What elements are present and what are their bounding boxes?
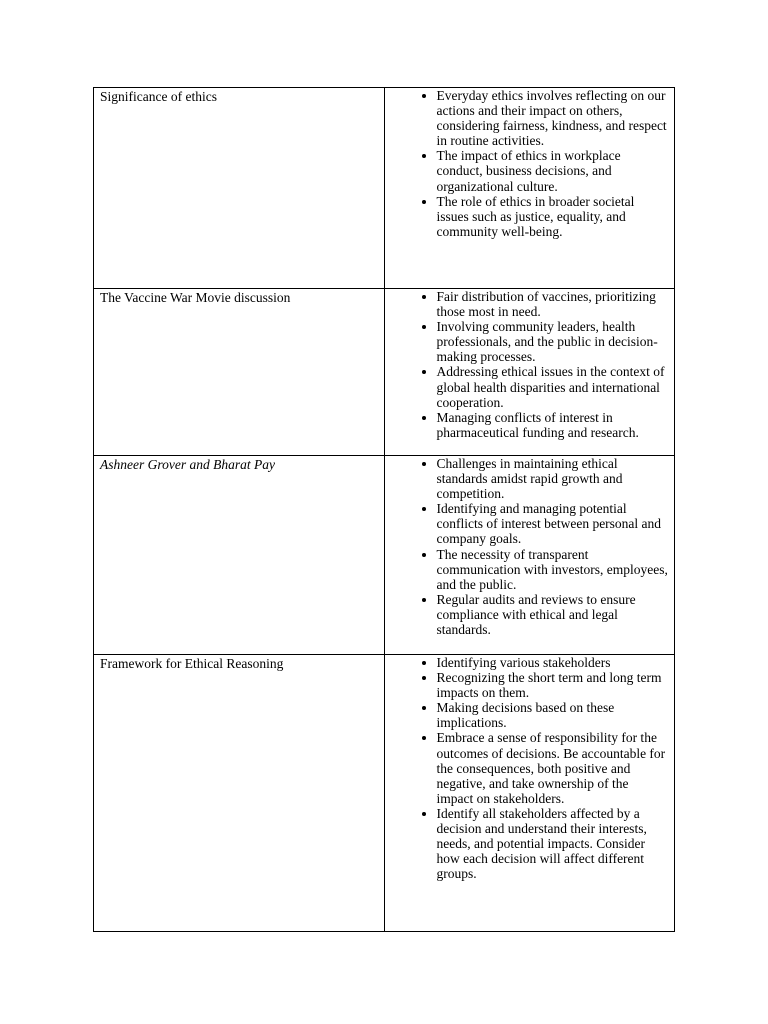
- bullet-item: • The necessity of transparent communication with investors, employees, and the public.: [437, 547, 669, 592]
- bullet-item: • Managing conflicts of interest in pharmaceutical funding and research.: [437, 410, 669, 440]
- ethics-topics-table: [93, 87, 675, 932]
- table-row: [94, 655, 675, 932]
- points-cell: [384, 456, 675, 655]
- bullet-list: [385, 88, 675, 239]
- points-cell: [384, 289, 675, 456]
- bullet-list: [385, 289, 675, 440]
- topic-cell: [94, 289, 385, 456]
- bullet-item: • Recognizing the short term and long term impacts on them.: [437, 670, 669, 700]
- topic-label: Ashneer Grover and Bharat Pay: [100, 457, 275, 472]
- bullet-item: • Making decisions based on these implications.: [437, 700, 669, 730]
- points-cell: [384, 88, 675, 289]
- bullet-item: • Embrace a sense of responsibility for the outcomes of decisions. Be accountable for the consequences, both positive and negative, and take ownership of the impact on stakeholders.: [437, 730, 669, 805]
- bullet-item: • Everyday ethics involves reflecting on our actions and their impact on others, considering fairness, kindness, and respect in routine activities.: [437, 88, 669, 148]
- table-row: [94, 289, 675, 456]
- bullet-item: • Involving community leaders, health professionals, and the public in decision-making processes.: [437, 319, 669, 364]
- topic-label: Framework for Ethical Reasoning: [100, 656, 284, 671]
- bullet-item: • Identifying various stakeholders: [437, 655, 669, 670]
- bullet-item: • Regular audits and reviews to ensure compliance with ethical and legal standards.: [437, 592, 669, 637]
- bullet-item: • Identifying and managing potential conflicts of interest between personal and company goals.: [437, 501, 669, 546]
- bullet-item: • Fair distribution of vaccines, prioritizing those most in need.: [437, 289, 669, 319]
- table-row: [94, 88, 675, 289]
- bullet-item: • Addressing ethical issues in the context of global health disparities and international cooperation.: [437, 364, 669, 409]
- bullet-item: • The impact of ethics in workplace conduct, business decisions, and organizational culture.: [437, 148, 669, 193]
- bullet-list: [385, 655, 675, 881]
- topic-cell: [94, 655, 385, 932]
- topic-label: Significance of ethics: [100, 89, 217, 104]
- topic-label: The Vaccine War Movie discussion: [100, 290, 291, 305]
- topic-cell: [94, 88, 385, 289]
- topic-cell: [94, 456, 385, 655]
- bullet-item: • Challenges in maintaining ethical standards amidst rapid growth and competition.: [437, 456, 669, 501]
- bullet-list: [385, 456, 675, 637]
- points-cell: [384, 655, 675, 932]
- bullet-item: • Identify all stakeholders affected by a decision and understand their interests, needs, and potential impacts. Consider how each decision will affect different groups.: [437, 806, 669, 881]
- bullet-item: • The role of ethics in broader societal issues such as justice, equality, and community well-being.: [437, 194, 669, 239]
- table-row: [94, 456, 675, 655]
